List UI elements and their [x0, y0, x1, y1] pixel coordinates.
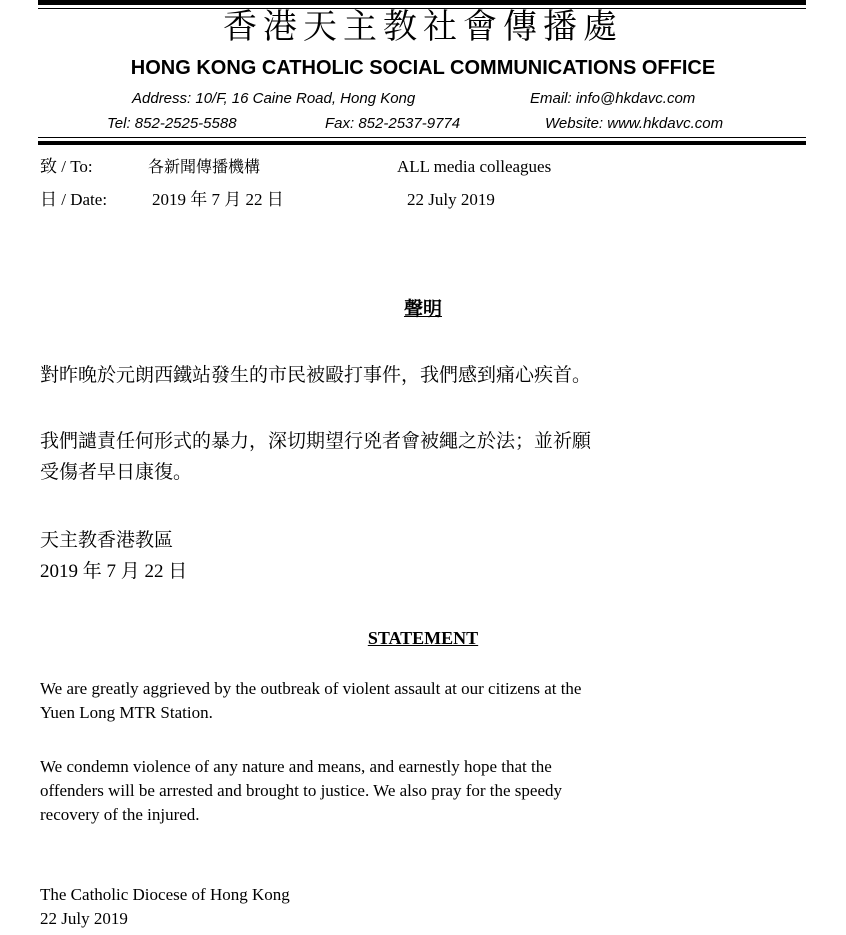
english-signoff	[40, 883, 695, 931]
header-rule-thin	[38, 137, 806, 138]
english-paragraph-2	[40, 755, 695, 827]
letterhead-fax: Fax: 852-2537-9774	[325, 115, 461, 132]
to-english: ALL media colleagues	[397, 157, 552, 176]
to-chinese: 各新聞傳播機構	[148, 157, 261, 176]
chinese-signoff	[40, 525, 720, 587]
english-paragraph-1-line-1: We are greatly aggrieved by the outbreak of violent assault at our citizens at the	[40, 679, 582, 698]
letterhead-chinese-name: 香港天主教社會傳播處	[223, 7, 623, 47]
letterhead-address: Address: 10/F, 16 Caine Road, Hong Kong	[132, 90, 416, 107]
date-english: 22 July 2019	[407, 190, 495, 209]
english-signoff-org: The Catholic Diocese of Hong Kong	[40, 885, 290, 904]
english-paragraph-1-line-2: Yuen Long MTR Station.	[40, 703, 213, 722]
chinese-heading: 聲明	[403, 298, 442, 320]
english-heading: STATEMENT	[367, 628, 479, 648]
date-chinese: 2019 年 7 月 22 日	[152, 190, 284, 209]
english-paragraph-2-line-2: offenders will be arrested and brought to justice. We also pray for the speedy	[40, 781, 563, 800]
letterhead-tel: Tel: 852-2525-5588	[107, 115, 237, 132]
letterhead-english-name: HONG KONG CATHOLIC SOCIAL COMMUNICATIONS OFFICE	[130, 57, 716, 79]
chinese-signoff-org: 天主教香港教區	[40, 529, 174, 551]
english-paragraph-1	[40, 677, 695, 725]
top-rule-thick	[38, 0, 806, 5]
english-signoff-date: 22 July 2019	[40, 909, 128, 928]
date-label: 日 / Date:	[40, 190, 108, 209]
chinese-paragraph-2	[40, 426, 720, 488]
chinese-paragraph-2-line-1: 我們譴責任何形式的暴力，深切期望行兇者會被繩之於法；並祈願	[40, 430, 592, 452]
english-paragraph-2-line-1: We condemn violence of any nature and means, and earnestly hope that the	[40, 757, 552, 776]
letterhead-email: Email: info@hkdavc.com	[530, 90, 696, 107]
to-label: 致 / To:	[40, 157, 93, 176]
chinese-signoff-date: 2019 年 7 月 22 日	[40, 561, 188, 582]
header-rule-thick	[38, 141, 806, 145]
chinese-paragraph-2-line-2: 受傷者早日康復。	[40, 461, 193, 483]
chinese-paragraph-1	[40, 360, 720, 391]
chinese-paragraph-1-line: 對昨晚於元朗西鐵站發生的市民被毆打事件，我們感到痛心疾首。	[40, 364, 592, 386]
letterhead-website: Website: www.hkdavc.com	[545, 115, 724, 132]
english-paragraph-2-line-3: recovery of the injured.	[40, 805, 200, 824]
